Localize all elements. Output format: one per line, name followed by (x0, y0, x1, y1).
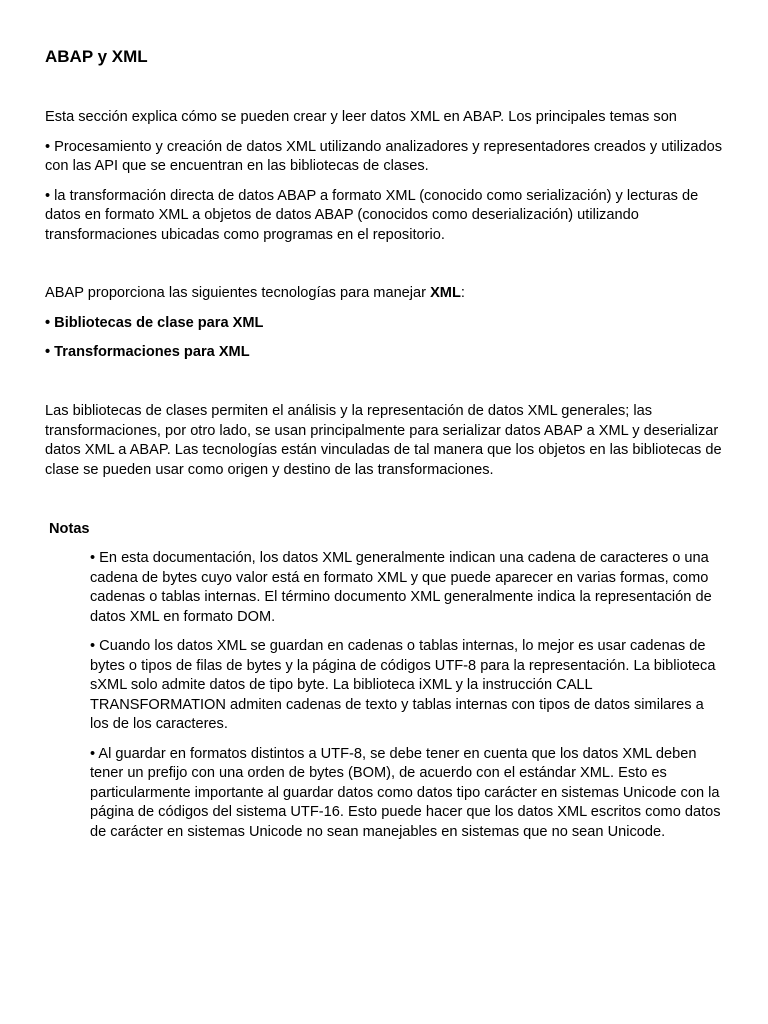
note-item: • En esta documentación, los datos XML generalmente indican una cadena de caracteres o una cadena de bytes cuyo valor está en formato XML y que puede aparecer en varias formas, como cadenas o tablas internas. El término documento XML generalmente indica la representación de datos XML en formato DOM. (90, 550, 712, 625)
technologies-section (45, 284, 725, 373)
topic-item: • Procesamiento y creación de datos XML utilizando analizadores y representadores creados y utilizados con las API que se encuentran en las bibliotecas de clases. (45, 138, 723, 174)
notes-heading: Notas (49, 521, 90, 537)
note-item: • Cuando los datos XML se guardan en cadenas o tablas internas, lo mejor es usar cadenas de bytes o tipos de filas de bytes y la página de códigos UTF-8 para la representación. La biblioteca sXML solo admite datos de tipo byte. La biblioteca iXML y la instrucción CALL TRANSFORMATION admiten cadenas de texto y tablas internas con tipos de datos similares a los de los caracteres. (90, 638, 716, 732)
technologies-intro-text: ABAP proporciona las siguientes tecnologías para manejar (45, 285, 431, 301)
technologies-intro (45, 284, 725, 304)
technologies-intro-colon: : (460, 285, 465, 301)
intro-section (45, 108, 725, 255)
relation-section (45, 402, 725, 490)
relation-paragraph: Las bibliotecas de clases permiten el análisis y la representación de datos XML generales; las transformaciones, por otro lado, se usan principalmente para serializar datos ABAP a XML y deserializar datos XML a ABAP. Las tecnologías están vinculadas de tal manera que los objetos en las bibliotecas de clase se pueden usar como origen y destino de las transformaciones. (45, 403, 722, 478)
topic-item: • la transformación directa de datos ABAP a formato XML (conocido como serialización) y lecturas de datos en formato XML a objetos de datos ABAP (conocidos como deserialización) utilizando transformaciones ubicadas como programas en el repositorio. (45, 187, 699, 243)
note-item: • Al guardar en formatos distintos a UTF-8, se debe tener en cuenta que los datos XML deben tener un prefijo con una orden de bytes (BOM), de acuerdo con el estándar XML. Esto es particularmente importante al guardar datos como datos tipo carácter en sistemas Unicode con la página de códigos del sistema UTF-16. Esto puede hacer que los datos XML escritos como datos de carácter en sistemas Unicode no sean manejables en sistemas que no sean Unicode. (90, 745, 721, 840)
technology-item: • Transformaciones para XML (45, 344, 250, 360)
technology-item: • Bibliotecas de clase para XML (45, 314, 264, 331)
page-title: ABAP y XML (45, 47, 148, 66)
technologies-intro-emphasis: XML (430, 285, 461, 301)
intro-paragraph: Esta sección explica cómo se pueden crear y leer datos XML en ABAP. Los principales temas son (45, 109, 677, 125)
notes-list (90, 549, 725, 852)
